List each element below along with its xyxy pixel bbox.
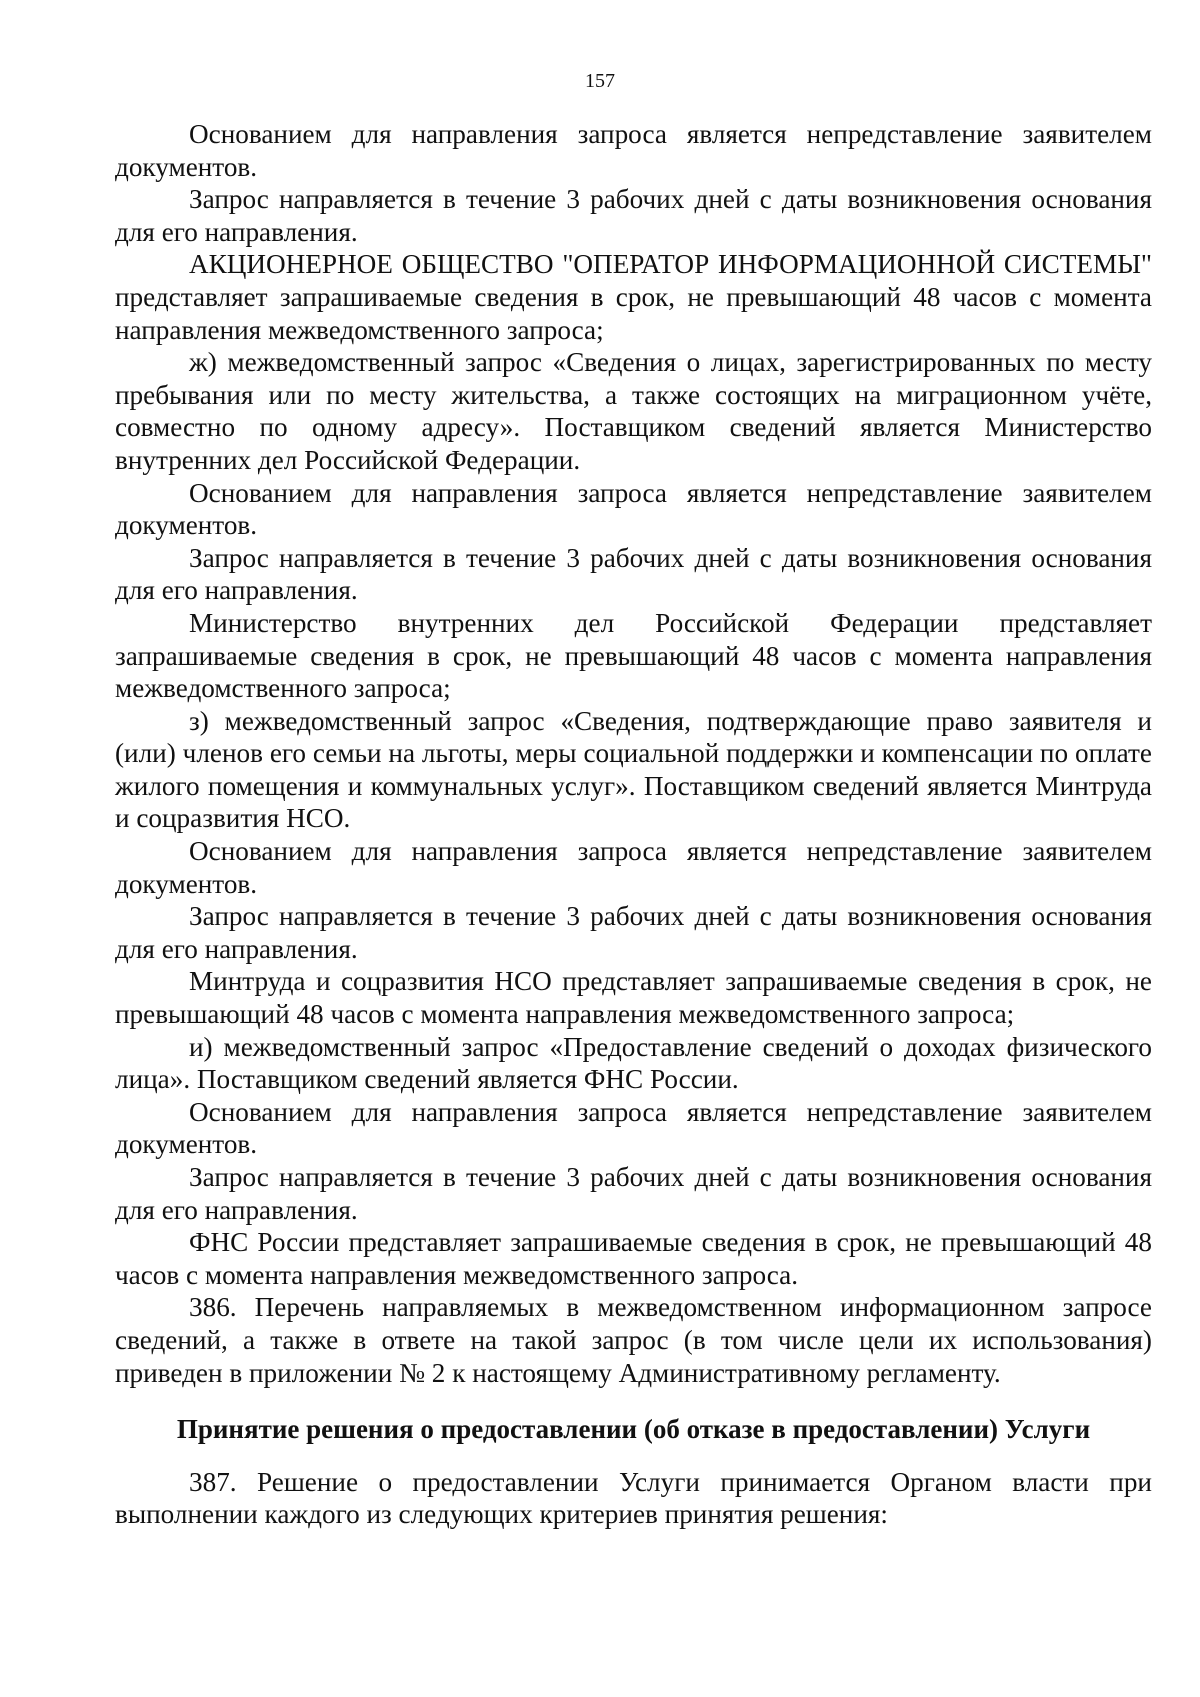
paragraph: Основанием для направления запроса является непредставление заявителем документов. [115, 119, 1152, 182]
document-body [115, 118, 1152, 1531]
section-heading: Принятие решения о предоставлении (об отказе в предоставлении) Услуги [176, 1414, 1091, 1445]
paragraph: Основанием для направления запроса является непредставление заявителем документов. [115, 836, 1152, 899]
paragraph-386: 386. Перечень направляемых в межведомственном информационном запросе сведений, а также в ответе на такой запрос (в том числе цели их использования) приведен в приложении № 2 к настоящему Административному регламенту. [115, 1292, 1152, 1388]
paragraph: Запрос направляется в течение 3 рабочих дней с даты возникновения основания для его направления. [115, 184, 1152, 247]
paragraph: АКЦИОНЕРНОЕ ОБЩЕСТВО "ОПЕРАТОР ИНФОРМАЦИОННОЙ СИСТЕМЫ" представляет запрашиваемые сведения в срок, не превышающий 48 часов с момента направления межведомственного запроса; [115, 249, 1152, 345]
paragraph-item-z: з) межведомственный запрос «Сведения, подтверждающие право заявителя и (или) членов его семьи на льготы, меры социальной поддержки и компенсации по оплате жилого помещения и коммунальных услуг». Поставщиком сведений является Минтруда и соцразвития НСО. [115, 705, 1152, 834]
paragraph: Основанием для направления запроса является непредставление заявителем документов. [115, 1096, 1152, 1160]
paragraph: Запрос направляется в течение 3 рабочих дней с даты возникновения основания для его направления. [115, 542, 1152, 606]
paragraph: Основанием для направления запроса является непредставление заявителем документов. [115, 477, 1152, 541]
paragraph: ФНС России представляет запрашиваемые сведения в срок, не превышающий 48 часов с момента направления межведомственного запроса. [115, 1227, 1152, 1290]
paragraph-387: 387. Решение о предоставлении Услуги принимается Органом власти при выполнении каждого из следующих критериев принятия решения: [115, 1466, 1152, 1530]
paragraph: Запрос направляется в течение 3 рабочих дней с даты возникновения основания для его направления. [115, 901, 1152, 964]
paragraph-item-i: и) межведомственный запрос «Предоставление сведений о доходах физического лица». Поставщиком сведений является ФНС России. [115, 1031, 1152, 1095]
paragraph: Министерство внутренних дел Российской Федерации представляет запрашиваемые сведения в срок, не превышающий 48 часов с момента направления межведомственного запроса; [115, 607, 1152, 704]
paragraph: Запрос направляется в течение 3 рабочих дней с даты возникновения основания для его направления. [115, 1162, 1152, 1225]
page-number: 157 [585, 70, 615, 92]
paragraph-item-zh: ж) межведомственный запрос «Сведения о лицах, зарегистрированных по месту пребывания или по месту жительства, а также состоящих на миграционном учёте, совместно по одному адресу». Поставщиком сведений является Министерство внутренних дел Российской Федерации. [115, 347, 1152, 475]
paragraph: Минтруда и соцразвития НСО представляет запрашиваемые сведения в срок, не превышающий 48 часов с момента направления межведомственного запроса; [115, 966, 1152, 1030]
